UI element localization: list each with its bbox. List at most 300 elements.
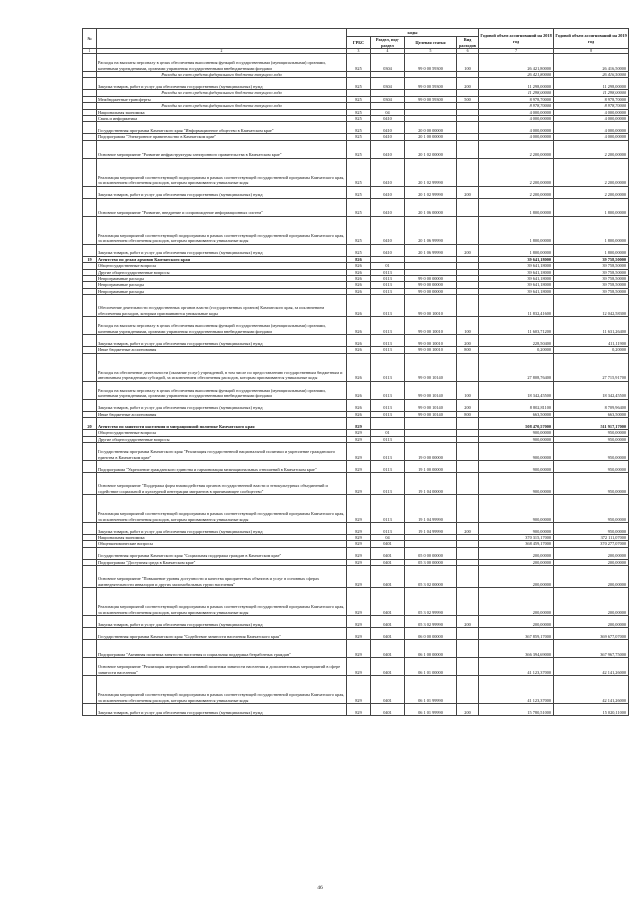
razdel-code: 0304 bbox=[371, 78, 405, 90]
amount-2019: 39 758,50000 bbox=[554, 276, 629, 282]
razdel-code bbox=[371, 418, 405, 430]
table-row bbox=[83, 198, 629, 216]
amount-2018: 11 832,41600 bbox=[479, 295, 554, 317]
expense-name: Реализация мероприятий соответствующей подпрограммы в рамках соответствующей государственной программы Камчатского края, за исключением обеспечения расходов, которым присваиваются уникальные коды bbox=[97, 588, 347, 616]
grbs-code: 829 bbox=[347, 418, 371, 430]
grbs-code: 825 bbox=[347, 216, 371, 244]
amount-2019: 15 020,11000 bbox=[554, 704, 629, 716]
grbs-code: 829 bbox=[347, 430, 371, 436]
amount-2019: 4 000,00000 bbox=[554, 122, 629, 134]
amount-2018: 900,00000 bbox=[479, 430, 554, 436]
budget-sheet bbox=[82, 28, 628, 716]
amount-2018: 39 641,18000 bbox=[479, 256, 554, 262]
amount-2018: 508 470,57000 bbox=[479, 418, 554, 430]
razdel-code: 0113 bbox=[371, 399, 405, 411]
grbs-code: 829 bbox=[347, 640, 371, 658]
expense-name: Расходы на выплаты персоналу в целях обеспечения выполнения функций государственными (муниципальными) органами, казенными учреждениями, органами управления государственными внебюджетными фондами bbox=[97, 317, 347, 335]
table-row bbox=[83, 244, 629, 256]
table-row bbox=[83, 460, 629, 472]
table-row bbox=[83, 256, 629, 262]
row-number bbox=[83, 658, 97, 676]
razdel-code: 0410 bbox=[371, 198, 405, 216]
table-row bbox=[83, 588, 629, 616]
table-row bbox=[83, 442, 629, 460]
amount-2018: 900,00000 bbox=[479, 494, 554, 522]
expense-name: Подпрограмма "Доступная среда в Камчатском крае" bbox=[97, 559, 347, 565]
amount-2018: 368 459,17000 bbox=[479, 541, 554, 547]
codes-header: коды bbox=[347, 29, 479, 37]
razdel-code: 0401 bbox=[371, 588, 405, 616]
expense-name: Расходы за счет средств федерального бюджета текущего года bbox=[97, 103, 347, 109]
column-index: 5 bbox=[405, 49, 457, 54]
expense-name: Общеэкономические вопросы bbox=[97, 541, 347, 547]
target-article-code: 06 1 00 00000 bbox=[405, 640, 457, 658]
expense-name: Реализация мероприятий соответствующей подпрограммы в рамках соответствующей государственной программы Камчатского края, за исключением обеспечения расходов, которым присваиваются уникальные коды bbox=[97, 494, 347, 522]
col-2018-header: Годовой объем ассигнований на 2018 год bbox=[479, 29, 554, 49]
grbs-code: 829 bbox=[347, 588, 371, 616]
expense-name: Закупка товаров, работ и услуг для обеспечения государственных (муниципальных) нужд bbox=[97, 704, 347, 716]
expense-type-code bbox=[457, 216, 479, 244]
col-num-header: № bbox=[83, 29, 97, 49]
amount-2018: 200,00000 bbox=[479, 588, 554, 616]
target-article-code: 99 0 00 10140 bbox=[405, 399, 457, 411]
amount-2018: 11 603,71200 bbox=[479, 317, 554, 335]
expense-name: Иные бюджетные ассигнования bbox=[97, 411, 347, 417]
grbs-code: 829 bbox=[347, 547, 371, 559]
amount-2019: 39 758,50000 bbox=[554, 263, 629, 269]
razdel-code: 0401 bbox=[371, 559, 405, 565]
budget-table bbox=[82, 28, 629, 716]
razdel-code: 0113 bbox=[371, 335, 405, 347]
amount-2018: 200,00000 bbox=[479, 616, 554, 628]
amount-2019: 1 800,00000 bbox=[554, 198, 629, 216]
target-article-code: 06 1 01 99990 bbox=[405, 676, 457, 704]
grbs-code: 826 bbox=[347, 276, 371, 282]
column-index: 3 bbox=[347, 49, 371, 54]
expense-name: Агентство по занятости населения и миграционной политике Камчатского края bbox=[97, 418, 347, 430]
amount-2019: 511 917,17000 bbox=[554, 418, 629, 430]
expense-type-code: 200 bbox=[457, 186, 479, 198]
row-number bbox=[83, 295, 97, 317]
razdel-code: 0410 bbox=[371, 158, 405, 186]
amount-2019: 369 677,07000 bbox=[554, 628, 629, 640]
table-row bbox=[83, 676, 629, 704]
expense-name: Межбюджетные трансферты bbox=[97, 96, 347, 102]
amount-2019: 8 709,96400 bbox=[554, 399, 629, 411]
row-number bbox=[83, 216, 97, 244]
amount-2018: 900,00000 bbox=[479, 522, 554, 534]
amount-2019: 12 042,58300 bbox=[554, 295, 629, 317]
razdel-code: 0113 bbox=[371, 522, 405, 534]
expense-type-code bbox=[457, 494, 479, 522]
target-article-code: 05 3 02 00000 bbox=[405, 566, 457, 588]
amount-2019: 200,00000 bbox=[554, 566, 629, 588]
col-grbs-header: ГРБС bbox=[347, 37, 371, 49]
expense-name: Подпрограмма "Активная политика занятости населения и социальная поддержка безработных граждан" bbox=[97, 640, 347, 658]
expense-type-code bbox=[457, 418, 479, 430]
amount-2019: 2 200,00000 bbox=[554, 158, 629, 186]
table-row bbox=[83, 216, 629, 244]
expense-type-code: 500 bbox=[457, 96, 479, 102]
table-row bbox=[83, 158, 629, 186]
row-number bbox=[83, 158, 97, 186]
grbs-code: 825 bbox=[347, 122, 371, 134]
expense-name: Основное мероприятие "Реализация мероприятий активной политики занятости населения и дополнительных мероприятий в сфере занятости населения" bbox=[97, 658, 347, 676]
column-index: 2 bbox=[97, 49, 347, 54]
expense-type-code bbox=[457, 676, 479, 704]
expense-type-code: 100 bbox=[457, 317, 479, 335]
row-number bbox=[83, 335, 97, 347]
amount-2018: 1 800,00000 bbox=[479, 216, 554, 244]
grbs-code: 829 bbox=[347, 566, 371, 588]
grbs-code: 829 bbox=[347, 534, 371, 540]
row-number bbox=[83, 353, 97, 381]
table-row bbox=[83, 566, 629, 588]
amount-2019: 950,00000 bbox=[554, 442, 629, 460]
amount-2019: 4 000,00000 bbox=[554, 134, 629, 140]
expense-type-code: 200 bbox=[457, 704, 479, 716]
amount-2018: 15 780,51000 bbox=[479, 704, 554, 716]
amount-2018: 228,50400 bbox=[479, 335, 554, 347]
razdel-code: 0113 bbox=[371, 347, 405, 353]
grbs-code: 829 bbox=[347, 658, 371, 676]
table-row bbox=[83, 317, 629, 335]
row-number bbox=[83, 78, 97, 90]
target-article-code: 20 1 06 00000 bbox=[405, 198, 457, 216]
expense-type-code: 800 bbox=[457, 347, 479, 353]
row-number bbox=[83, 317, 97, 335]
razdel-code: 0401 bbox=[371, 628, 405, 640]
row-number bbox=[83, 54, 97, 72]
target-article-code: 20 1 02 99990 bbox=[405, 186, 457, 198]
expense-type-code bbox=[457, 158, 479, 186]
expense-name: Закупка товаров, работ и услуг для обеспечения государственных (муниципальных) нужд bbox=[97, 616, 347, 628]
expense-type-code bbox=[457, 353, 479, 381]
col-name-header bbox=[97, 29, 347, 49]
amount-2019: 2 200,00000 bbox=[554, 140, 629, 158]
expense-type-code: 200 bbox=[457, 522, 479, 534]
amount-2018: 2 200,00000 bbox=[479, 140, 554, 158]
grbs-code: 826 bbox=[347, 381, 371, 399]
amount-2019: 27 715,91700 bbox=[554, 353, 629, 381]
grbs-code: 826 bbox=[347, 347, 371, 353]
grbs-code: 829 bbox=[347, 628, 371, 640]
amount-2018: 2 200,00000 bbox=[479, 158, 554, 186]
expense-name: Расходы на выплаты персоналу в целях обеспечения выполнения функций государственными (муниципальными) органами, казенными учреждениями, органами управления государственными внебюджетными фондами bbox=[97, 54, 347, 72]
razdel-code: 0113 bbox=[371, 436, 405, 442]
expense-name: Основное мероприятие "Развитие, внедрение и сопровождение информационных систем" bbox=[97, 198, 347, 216]
razdel-code: 0410 bbox=[371, 116, 405, 122]
grbs-code: 825 bbox=[347, 116, 371, 122]
grbs-code: 825 bbox=[347, 244, 371, 256]
amount-2018: 900,00000 bbox=[479, 442, 554, 460]
amount-2019: 411,11900 bbox=[554, 335, 629, 347]
table-row bbox=[83, 472, 629, 494]
amount-2018: 26 421,80000 bbox=[479, 54, 554, 72]
expense-type-code bbox=[457, 628, 479, 640]
expense-name: Государственная программа Камчатского края "Реализация государственной национальной политики и укрепление гражданского единства в Камчатском крае" bbox=[97, 442, 347, 460]
row-number bbox=[83, 566, 97, 588]
amount-2018: 900,00000 bbox=[479, 436, 554, 442]
razdel-code: 0113 bbox=[371, 494, 405, 522]
table-row bbox=[83, 269, 629, 275]
target-article-code: 99 0 00 59300 bbox=[405, 54, 457, 72]
target-article-code: 99 0 00 00000 bbox=[405, 282, 457, 288]
expense-type-code: 200 bbox=[457, 399, 479, 411]
amount-2018: 2 200,00000 bbox=[479, 186, 554, 198]
table-row bbox=[83, 186, 629, 198]
amount-2018: 4 000,00000 bbox=[479, 122, 554, 134]
expense-type-code: 200 bbox=[457, 78, 479, 90]
grbs-code: 825 bbox=[347, 140, 371, 158]
row-number bbox=[83, 381, 97, 399]
expense-name: Связь и информатика bbox=[97, 116, 347, 122]
amount-2018: 4 000,00000 bbox=[479, 134, 554, 140]
amount-2018: 39 641,18000 bbox=[479, 263, 554, 269]
amount-2018: 370 315,17000 bbox=[479, 534, 554, 540]
expense-type-code: 200 bbox=[457, 244, 479, 256]
razdel-code: 0113 bbox=[371, 276, 405, 282]
amount-2019: 11 298,00000 bbox=[554, 78, 629, 90]
col-vr-header: Вид расходов bbox=[457, 37, 479, 49]
razdel-code: 0401 bbox=[371, 566, 405, 588]
row-number bbox=[83, 616, 97, 628]
table-row bbox=[83, 522, 629, 534]
row-number bbox=[83, 122, 97, 134]
amount-2019: 200,00000 bbox=[554, 588, 629, 616]
amount-2018: 366 394,69000 bbox=[479, 640, 554, 658]
expense-name: Основное мероприятие "Повышение уровня доступности и качества приоритетных объектов и услуг в основных сферах жизнедеятельности инвалидов и других маломобильных групп населения" bbox=[97, 566, 347, 588]
razdel-code: 0410 bbox=[371, 134, 405, 140]
expense-name: Реализация мероприятий соответствующей подпрограммы в рамках соответствующей государственной программы Камчатского края, за исключением обеспечения расходов, которым присваиваются уникальные коды bbox=[97, 216, 347, 244]
table-row bbox=[83, 658, 629, 676]
target-article-code: 99 0 00 10010 bbox=[405, 335, 457, 347]
target-article-code: 99 0 00 59300 bbox=[405, 96, 457, 102]
grbs-code: 829 bbox=[347, 472, 371, 494]
target-article-code: 99 0 00 10010 bbox=[405, 317, 457, 335]
razdel-code: 0113 bbox=[371, 269, 405, 275]
amount-2019: 200,00000 bbox=[554, 559, 629, 565]
expense-name: Иные бюджетные ассигнования bbox=[97, 347, 347, 353]
amount-2018: 367 859,17000 bbox=[479, 628, 554, 640]
amount-2018: 26 421,80000 bbox=[479, 72, 554, 78]
razdel-code: 0410 bbox=[371, 140, 405, 158]
grbs-code: 829 bbox=[347, 436, 371, 442]
amount-2018: 900,00000 bbox=[479, 460, 554, 472]
amount-2018: 41 123,37000 bbox=[479, 658, 554, 676]
grbs-code: 826 bbox=[347, 353, 371, 381]
table-row bbox=[83, 436, 629, 442]
target-article-code: 99 0 00 10010 bbox=[405, 295, 457, 317]
amount-2019: 8 978,70000 bbox=[554, 103, 629, 109]
target-article-code: 99 0 00 10010 bbox=[405, 347, 457, 353]
row-number bbox=[83, 399, 97, 411]
expense-name: Расходы за счет средств федерального бюджета текущего года bbox=[97, 90, 347, 96]
razdel-code: 0401 bbox=[371, 547, 405, 559]
target-article-code: 05 0 00 00000 bbox=[405, 547, 457, 559]
target-article-code: 20 1 06 99990 bbox=[405, 244, 457, 256]
target-article-code: 19 0 00 00000 bbox=[405, 442, 457, 460]
expense-name: Закупка товаров, работ и услуг для обеспечения государственных (муниципальных) нужд bbox=[97, 335, 347, 347]
target-article-code: 20 1 02 99990 bbox=[405, 158, 457, 186]
expense-name: Основное мероприятие "Развитие инфраструктуры электронного правительства в Камчатском крае" bbox=[97, 140, 347, 158]
amount-2019: 0,20000 bbox=[554, 347, 629, 353]
amount-2018: 663,50000 bbox=[479, 411, 554, 417]
target-article-code: 99 0 00 00000 bbox=[405, 276, 457, 282]
expense-name: Агентство по делам архивов Камчатского края bbox=[97, 256, 347, 262]
amount-2019: 2 200,00000 bbox=[554, 186, 629, 198]
expense-name: Закупка товаров, работ и услуг для обеспечения государственных (муниципальных) нужд bbox=[97, 244, 347, 256]
expense-name: Обеспечение деятельности государственных органов власти (государственных органов) Камчатского края, за исключением обеспечения расходов, которым присваиваются уникальные коды bbox=[97, 295, 347, 317]
target-article-code: 99 0 00 00000 bbox=[405, 288, 457, 294]
expense-type-code bbox=[457, 547, 479, 559]
expense-type-code bbox=[457, 442, 479, 460]
amount-2018: 200,00000 bbox=[479, 566, 554, 588]
amount-2019: 42 141,26000 bbox=[554, 658, 629, 676]
row-number bbox=[83, 442, 97, 460]
amount-2018: 900,00000 bbox=[479, 472, 554, 494]
expense-name: Государственная программа Камчатского края "Информационное общество в Камчатском крае" bbox=[97, 122, 347, 134]
grbs-code: 825 bbox=[347, 186, 371, 198]
amount-2019: 8 978,70000 bbox=[554, 96, 629, 102]
table-row bbox=[83, 353, 629, 381]
amount-2019: 26 416,50000 bbox=[554, 72, 629, 78]
target-article-code: 05 3 00 00000 bbox=[405, 559, 457, 565]
expense-type-code: 200 bbox=[457, 335, 479, 347]
amount-2018: 39 641,18000 bbox=[479, 282, 554, 288]
amount-2019: 663,50000 bbox=[554, 411, 629, 417]
page-number: 46 bbox=[317, 885, 323, 891]
expense-type-code: 800 bbox=[457, 411, 479, 417]
table-row bbox=[83, 78, 629, 90]
expense-type-code bbox=[457, 295, 479, 317]
table-row bbox=[83, 547, 629, 559]
amount-2018: 41 123,37000 bbox=[479, 676, 554, 704]
expense-name: Непрограммные расходы bbox=[97, 288, 347, 294]
grbs-code: 829 bbox=[347, 442, 371, 460]
expense-name: Другие общегосударственные вопросы bbox=[97, 269, 347, 275]
amount-2018: 18 342,45500 bbox=[479, 381, 554, 399]
amount-2018: 200,00000 bbox=[479, 547, 554, 559]
expense-name: Подпрограмма "Электронное правительство в Камчатском крае" bbox=[97, 134, 347, 140]
grbs-code: 825 bbox=[347, 158, 371, 186]
target-article-code: 19 1 00 00000 bbox=[405, 460, 457, 472]
amount-2018: 8 978,70000 bbox=[479, 96, 554, 102]
table-row bbox=[83, 704, 629, 716]
amount-2019: 200,00000 bbox=[554, 547, 629, 559]
amount-2019: 11 631,26400 bbox=[554, 317, 629, 335]
amount-2019: 367 967,75000 bbox=[554, 640, 629, 658]
grbs-code: 826 bbox=[347, 317, 371, 335]
amount-2019: 200,00000 bbox=[554, 616, 629, 628]
grbs-code: 826 bbox=[347, 411, 371, 417]
column-index: 4 bbox=[371, 49, 405, 54]
razdel-code: 0304 bbox=[371, 54, 405, 72]
row-number bbox=[83, 244, 97, 256]
target-article-code bbox=[405, 418, 457, 430]
grbs-code: 829 bbox=[347, 676, 371, 704]
razdel-code: 0410 bbox=[371, 122, 405, 134]
grbs-code: 826 bbox=[347, 288, 371, 294]
expense-name: Национальная экономика bbox=[97, 534, 347, 540]
razdel-code: 0113 bbox=[371, 317, 405, 335]
amount-2018: 1 800,00000 bbox=[479, 198, 554, 216]
table-row bbox=[83, 381, 629, 399]
expense-name: Расходы за счет средств федерального бюджета текущего года bbox=[97, 72, 347, 78]
expense-type-code bbox=[457, 658, 479, 676]
expense-name: Национальная экономика bbox=[97, 109, 347, 115]
expense-type-code: 100 bbox=[457, 381, 479, 399]
expense-name: Реализация мероприятий соответствующей подпрограммы в рамках соответствующей государственной программы Камчатского края, за исключением обеспечения расходов, которым присваиваются уникальные коды bbox=[97, 158, 347, 186]
expense-type-code bbox=[457, 640, 479, 658]
grbs-code: 826 bbox=[347, 399, 371, 411]
expense-type-code bbox=[457, 198, 479, 216]
amount-2019: 950,00000 bbox=[554, 430, 629, 436]
amount-2019: 372 111,07000 bbox=[554, 534, 629, 540]
amount-2019: 950,00000 bbox=[554, 494, 629, 522]
amount-2018: 39 641,18000 bbox=[479, 269, 554, 275]
column-index: 1 bbox=[83, 49, 97, 54]
amount-2019: 39 758,50000 bbox=[554, 282, 629, 288]
amount-2019: 39 758,50000 bbox=[554, 269, 629, 275]
expense-name: Основное мероприятие "Поддержка форм взаимодействия органов государственной власти и этнокультурных объединений и содействие социальной и культурной интеграции мигрантов в принимающее сообщество" bbox=[97, 472, 347, 494]
amount-2019: 1 800,00000 bbox=[554, 244, 629, 256]
amount-2019: 370 277,07000 bbox=[554, 541, 629, 547]
razdel-code: 0401 bbox=[371, 704, 405, 716]
table-row bbox=[83, 559, 629, 565]
razdel-code: 0113 bbox=[371, 460, 405, 472]
razdel-code: 01 bbox=[371, 263, 405, 269]
table-row bbox=[83, 295, 629, 317]
amount-2018: 27 808,76400 bbox=[479, 353, 554, 381]
row-number bbox=[83, 472, 97, 494]
grbs-code: 826 bbox=[347, 256, 371, 262]
expense-name: Закупка товаров, работ и услуг для обеспечения государственных (муниципальных) нужд bbox=[97, 522, 347, 534]
amount-2019: 950,00000 bbox=[554, 472, 629, 494]
amount-2018: 1 800,00000 bbox=[479, 244, 554, 256]
amount-2018: 8 978,70000 bbox=[479, 103, 554, 109]
razdel-code: 0113 bbox=[371, 472, 405, 494]
amount-2019: 950,00000 bbox=[554, 460, 629, 472]
row-number bbox=[83, 140, 97, 158]
amount-2019: 18 342,45500 bbox=[554, 381, 629, 399]
table-row bbox=[83, 140, 629, 158]
razdel-code: 0401 bbox=[371, 541, 405, 547]
expense-name: Закупка товаров, работ и услуг для обеспечения государственных (муниципальных) нужд bbox=[97, 399, 347, 411]
amount-2018: 39 641,18000 bbox=[479, 288, 554, 294]
row-number bbox=[83, 588, 97, 616]
expense-type-code: 200 bbox=[457, 616, 479, 628]
grbs-code: 829 bbox=[347, 541, 371, 547]
grbs-code: 826 bbox=[347, 295, 371, 317]
target-article-code: 99 0 00 10140 bbox=[405, 381, 457, 399]
razdel-code: 0113 bbox=[371, 381, 405, 399]
expense-name: Реализация мероприятий соответствующей подпрограммы в рамках соответствующей государственной программы Камчатского края, за исключением обеспечения расходов, которым присваиваются уникальные коды bbox=[97, 676, 347, 704]
grbs-code: 825 bbox=[347, 109, 371, 115]
amount-2018: 4 000,00000 bbox=[479, 116, 554, 122]
amount-2018: 39 641,18000 bbox=[479, 276, 554, 282]
grbs-code: 826 bbox=[347, 282, 371, 288]
expense-name: Другие общегосударственные вопросы bbox=[97, 436, 347, 442]
razdel-code: 0401 bbox=[371, 640, 405, 658]
column-index: 7 bbox=[479, 49, 554, 54]
razdel-code: 0401 bbox=[371, 616, 405, 628]
expense-type-code bbox=[457, 460, 479, 472]
amount-2018: 11 298,00000 bbox=[479, 78, 554, 90]
grbs-code: 825 bbox=[347, 54, 371, 72]
expense-name: Государственная программа Камчатского края "Содействие занятости населения Камчатского края" bbox=[97, 628, 347, 640]
amount-2019: 4 000,00000 bbox=[554, 116, 629, 122]
